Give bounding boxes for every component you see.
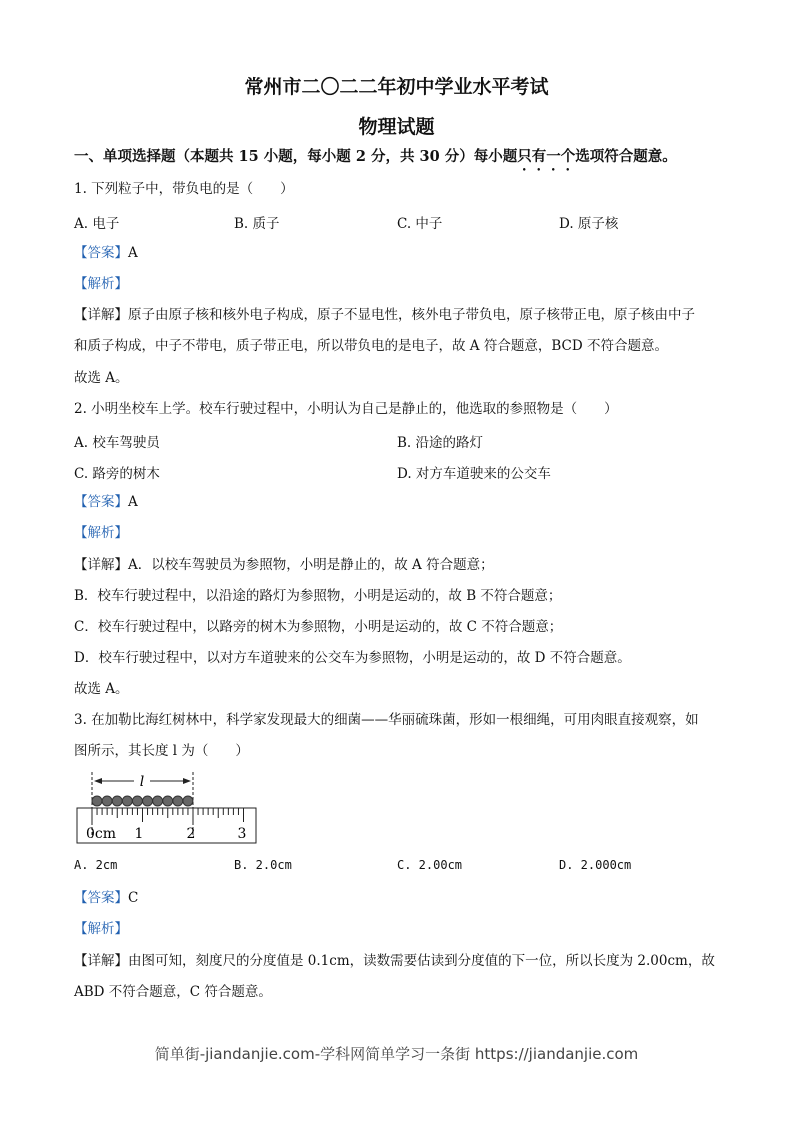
- arrowhead-left: [94, 778, 102, 784]
- answer-label: 【答案】: [74, 245, 128, 261]
- q3-option-c: C. 2.00cm: [397, 858, 463, 872]
- exam-subtitle: 物理试题: [358, 116, 435, 138]
- q1-stem: 1. 下列粒子中，带负电的是（ ）: [74, 181, 294, 197]
- section-text: 一、单项选择题（本题共 15 小题，每小题 2 分，共 30 分）每小题: [74, 148, 518, 165]
- q2-detail-3: C．校车行驶过程中，以路旁的树木为参照物，小明是运动的，故 C 不符合题意；: [74, 619, 563, 635]
- q2-option-d: D. 对方车道驶来的公交车: [397, 466, 551, 482]
- arrowhead-right: [183, 778, 191, 784]
- bead: [102, 796, 112, 806]
- q1-detail-1: 【详解】原子由原子核和核外电子构成，原子不显电性，核外电子带负电，原子核带正电，原子核由中子: [74, 307, 695, 323]
- tick-label-3: 3: [237, 826, 247, 842]
- q3-stem-1: 3. 在加勒比海红树林中，科学家发现最大的细菌——华丽硫珠菌，形如一根细绳，可用肉眼直接观察，如: [74, 712, 699, 728]
- q1-analysis-label: 【解析】: [74, 276, 128, 292]
- q3-detail-1: 【详解】由图可知，刻度尺的分度值是 0.1cm，读数需要估读到分度值的下一位，所以长度为 2.00cm，故: [74, 953, 715, 969]
- bead: [163, 796, 173, 806]
- q1-option-d: D. 原子核: [559, 216, 619, 232]
- q3-option-b: B. 2.0cm: [234, 858, 292, 872]
- length-label: l: [139, 774, 145, 790]
- q3-option-a: A. 2cm: [74, 858, 118, 872]
- section-heading: [74, 148, 677, 174]
- q2-option-b: B. 沿途的路灯: [397, 435, 484, 451]
- footer-watermark: 简单街-jiandanjie.com-学科网简单学习一条街 https://jiandanjie.com: [154, 1045, 639, 1063]
- q3-stem-2: 图所示，其长度 l 为（ ）: [74, 743, 249, 759]
- q2-answer: [74, 493, 138, 511]
- answer-label: 【答案】: [74, 890, 128, 906]
- section-text-end: 选项符合题意。: [575, 148, 677, 165]
- q1-conclusion: 故选 A。: [74, 370, 129, 386]
- q3-option-d: D. 2.000cm: [559, 858, 632, 872]
- bacterium-chain: [92, 796, 193, 806]
- q2-detail-1: 【详解】A．以校车驾驶员为参照物，小明是静止的，故 A 符合题意；: [74, 557, 494, 573]
- tick-label-2: 2: [186, 826, 196, 842]
- exam-title: 常州市二〇二二年初中学业水平考试: [244, 76, 549, 98]
- bead: [92, 796, 102, 806]
- q3-answer: [74, 889, 138, 907]
- tick-label-1: 1: [134, 826, 144, 842]
- answer-label: 【答案】: [74, 494, 128, 510]
- answer-value: C: [128, 890, 139, 906]
- answer-value: A: [128, 494, 138, 510]
- q1-option-c: C. 中子: [397, 216, 443, 232]
- q1-answer: [74, 244, 138, 262]
- bead: [112, 796, 122, 806]
- bead: [173, 796, 183, 806]
- q1-option-a: A. 电子: [74, 216, 120, 232]
- q2-conclusion: 故选 A。: [74, 681, 129, 697]
- q1-option-b: B. 质子: [234, 216, 280, 232]
- q2-detail-2: B．校车行驶过程中，以沿途的路灯为参照物，小明是运动的，故 B 不符合题意；: [74, 588, 562, 604]
- bead: [183, 796, 193, 806]
- q2-option-a: A. 校车驾驶员: [74, 435, 160, 451]
- bead: [122, 796, 132, 806]
- section-emphasis: 只有一个: [517, 148, 576, 165]
- q2-option-c: C. 路旁的树木: [74, 466, 160, 482]
- bead: [132, 796, 142, 806]
- tick-label-0: 0cm: [86, 826, 117, 842]
- q1-detail-2: 和质子构成，中子不带电，质子带正电，所以带负电的是电子，故 A 符合题意，BCD 不符合题意。: [74, 338, 668, 354]
- ruler-ticks: [92, 808, 244, 822]
- q2-detail-4: D．校车行驶过程中，以对方车道驶来的公交车为参照物，小明是运动的，故 D 不符合题意。: [74, 650, 631, 666]
- answer-value: A: [128, 245, 138, 261]
- q3-analysis-label: 【解析】: [74, 921, 128, 937]
- bead: [143, 796, 153, 806]
- ruler-figure: [74, 768, 264, 848]
- q2-stem: 2. 小明坐校车上学。校车行驶过程中，小明认为自己是静止的，他选取的参照物是（ ）: [74, 401, 618, 417]
- q3-detail-2: ABD 不符合题意，C 符合题意。: [74, 984, 272, 1000]
- q2-analysis-label: 【解析】: [74, 525, 128, 541]
- bead: [153, 796, 163, 806]
